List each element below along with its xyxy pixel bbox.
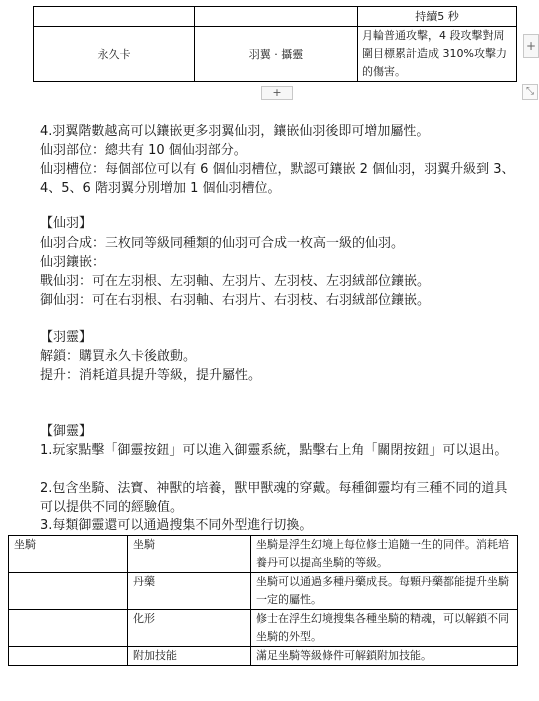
table-cell[interactable] [9,573,128,610]
table-cell[interactable]: 修士在浮生幻境搜集各種坐騎的精魂，可以解鎖不同坐騎的外型。 [251,610,518,647]
table-row [9,610,518,647]
table-row [9,573,518,610]
table-cell[interactable]: 化形 [128,610,251,647]
add-column-button[interactable]: + [523,34,539,58]
paragraph: 1.玩家點擊「御靈按鈕」可以進入御靈系統，點擊右上角「關閉按鈕」可以退出。 [40,443,508,458]
paragraph: 4.羽翼階數越高可以鑲嵌更多羽翼仙羽，鑲嵌仙羽後即可增加屬性。 [40,124,430,139]
paragraph: 解鎖：購買永久卡後啟動。 [40,349,197,364]
table-cell[interactable]: 附加技能 [128,647,251,666]
table-row [9,647,518,666]
table-cell[interactable]: 坐騎 [9,536,128,573]
table-cell[interactable]: 坐騎是浮生幻境上每位修士追隨一生的同伴。消耗培養丹可以提高坐騎的等級。 [251,536,518,573]
table-row [34,27,517,82]
table-resize-handle[interactable]: ⤡ [522,84,538,100]
section-heading: 【仙羽】 [40,216,93,231]
paragraph: 3.每類御靈還可以通過搜集不同外型進行切換。 [40,518,313,533]
table-row [9,536,518,573]
table-cell[interactable] [9,647,128,666]
table-cell[interactable]: 坐騎可以通過多種丹藥成長。每顆丹藥都能提升坐騎一定的屬性。 [251,573,518,610]
paragraph: 御仙羽：可在右羽根、右羽軸、右羽片、右羽枝、右羽絨部位鑲嵌。 [40,293,431,308]
mount-table [8,535,518,666]
section-heading: 【羽靈】 [40,330,93,345]
add-row-button[interactable]: + [261,86,293,100]
paragraph: 2.包含坐騎、法寶、神獸的培養，獸甲獸魂的穿戴。每種御靈均有三種不同的道具可以提供不同的經驗值。 [40,481,508,515]
table-cell[interactable] [195,7,358,27]
table-cell[interactable] [9,610,128,647]
table-cell[interactable]: 丹藥 [128,573,251,610]
table-cell[interactable]: 滿足坐騎等級條件可解鎖附加技能。 [251,647,518,666]
paragraph: 仙羽槽位：每個部位可以有 6 個仙羽槽位，默認可鑲嵌 2 個仙羽，羽翼升級到 3、4、5、6 階羽翼分別增加 1 個仙羽槽位。 [40,162,515,196]
table-cell-duration[interactable]: 持續5 秒 [358,7,517,27]
paragraph: 戰仙羽：可在左羽根、左羽軸、左羽片、左羽枝、左羽絨部位鑲嵌。 [40,274,431,289]
paragraph: 提升：消耗道具提升等級，提升屬性。 [40,368,262,383]
section-heading: 【御靈】 [40,424,93,439]
table-cell-wing[interactable]: 羽翼 · 攝靈 [195,27,358,82]
table-cell-effect[interactable]: 月輪普通攻擊，4 段攻擊對周圍目標累計造成 310%攻擊力的傷害。 [358,27,517,82]
table-cell[interactable]: 坐騎 [128,536,251,573]
skill-table [33,6,517,82]
table-cell-card[interactable]: 永久卡 [34,27,195,82]
table-cell[interactable] [34,7,195,27]
paragraph: 仙羽部位：總共有 10 個仙羽部分。 [40,143,247,158]
table-row [34,7,517,27]
paragraph: 仙羽鑲嵌： [40,255,106,270]
paragraph: 仙羽合成：三枚同等級同種類的仙羽可合成一枚高一級的仙羽。 [40,236,405,251]
